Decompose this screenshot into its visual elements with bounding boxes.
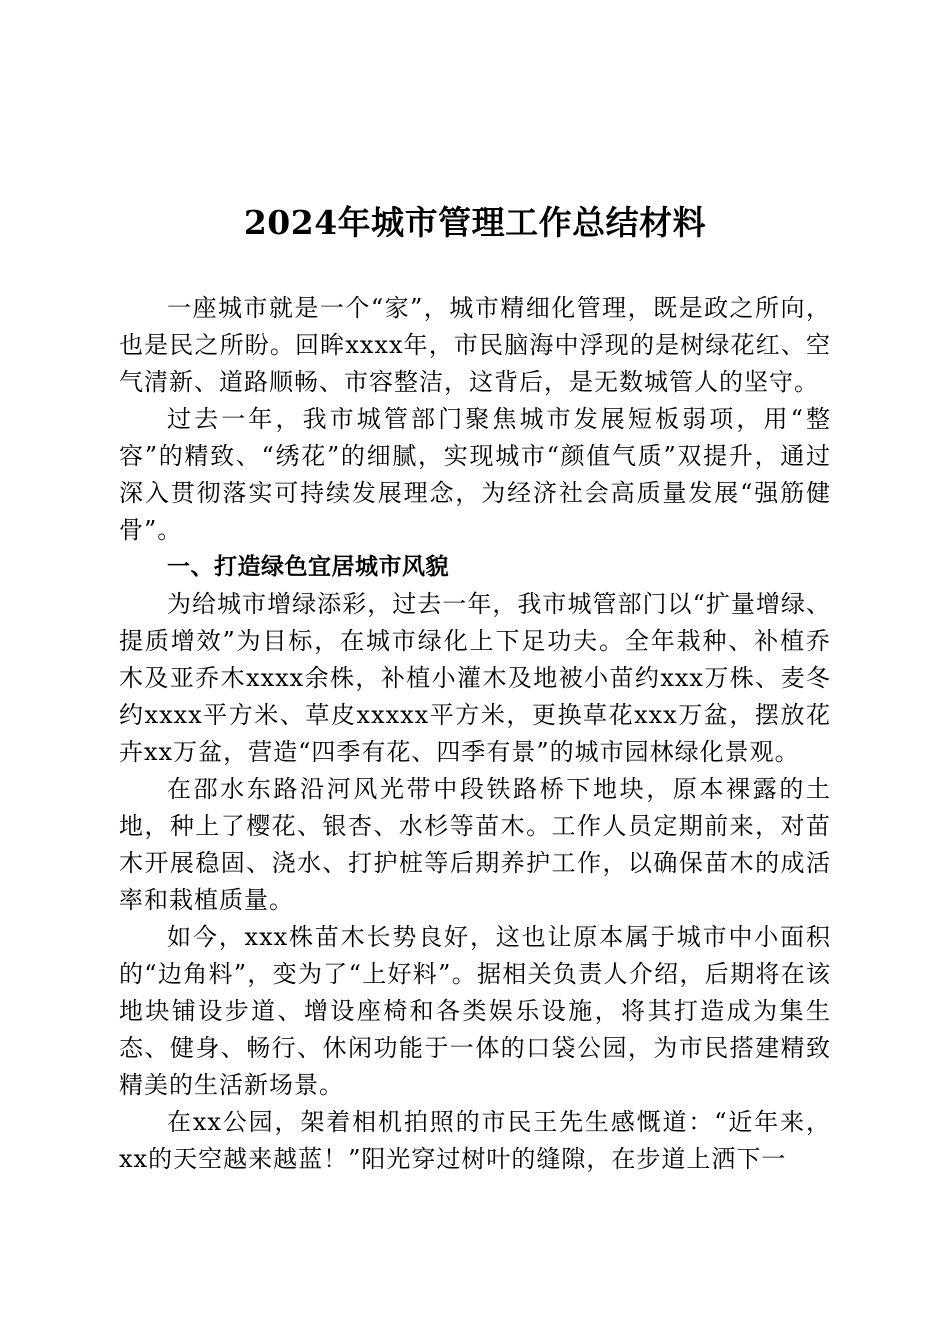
document-body xyxy=(119,290,831,1178)
intro-paragraph-1: 一座城市就是一个“家”，城市精细化管理，既是政之所向，也是民之所盼。回眸xxxx年，市民脑海中浮现的是树绿花红、空气清新、道路顺畅、市容整洁，这背后，是无数城管人的坚守。 xyxy=(119,294,831,396)
document-title: 2024年城市管理工作总结材料 xyxy=(243,203,707,242)
intro-paragraph-2: 过去一年，我市城管部门聚焦城市发展短板弱项，用“整容”的精致、“绣花”的细腻，实现城市“颜值气质”双提升，通过深入贯彻落实可持续发展理念，为经济社会高质量发展“强筋健骨”。 xyxy=(119,405,831,544)
section-heading-1: 一、打造绿色宜居城市风貌 xyxy=(167,554,449,580)
section-1-paragraph-3: 如今，xxx株苗木长势良好，这也让原本属于城市中小面积的“边角料”，变为了“上好料”。据相关负责人介绍，后期将在该地块铺设步道、增设座椅和各类娱乐设施，将其打造成为集生态、健身、畅行、休闲功能于一体的口袋公园，为市民搭建精致精美的生活新场景。 xyxy=(119,923,831,1099)
section-1-paragraph-2: 在邵水东路沿河风光带中段铁路桥下地块，原本裸露的土地，种上了樱花、银杏、水杉等苗木。工作人员定期前来，对苗木开展稳固、浇水、打护桩等后期养护工作，以确保苗木的成活率和栽植质量。 xyxy=(119,775,831,914)
section-1-paragraph-4: 在xx公园，架着相机拍照的市民王先生感慨道：“近年来，xx的天空越来越蓝！”阳光穿过树叶的缝隙，在步道上洒下一 xyxy=(119,1108,831,1173)
section-1-paragraph-1: 为给城市增绿添彩，过去一年，我市城管部门以“扩量增绿、提质增效”为目标，在城市绿化上下足功夫。全年栽种、补植乔木及亚乔木xxxx余株，补植小灌木及地被小苗约xxx万株、麦冬约xxxx平方米、草皮xxxxx平方米，更换草花xxx万盆，摆放花卉xx万盆，营造“四季有花、四季有景”的城市园林绿化景观。 xyxy=(119,590,831,766)
